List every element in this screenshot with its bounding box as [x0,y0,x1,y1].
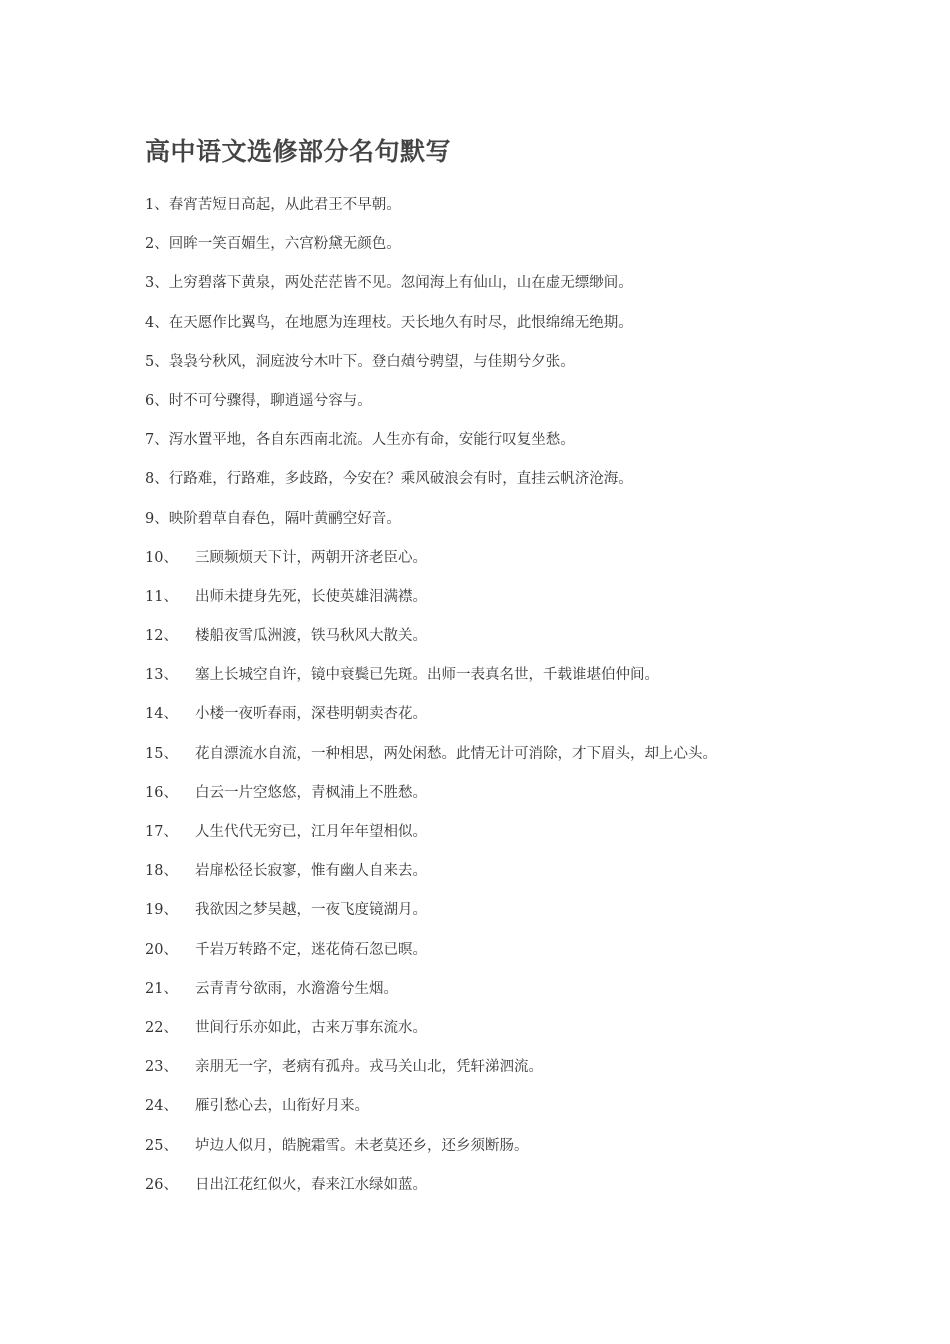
quote-line [145,388,925,427]
line-text: 行路难，行路难，多歧路，今安在？乘风破浪会有时，直挂云帆济沧海。 [168,471,633,488]
line-text: 塞上长城空自许，镜中衰鬓已先斑。出师一表真名世，千载谁堪伯仲间。 [195,667,659,684]
line-text: 泻水置平地，各自东西南北流。人生亦有命，安能行叹复坐愁。 [168,432,575,449]
line-number: 23、 [145,1059,178,1076]
line-text: 世间行乐亦如此，古来万事东流水。 [195,1019,427,1036]
line-text: 映阶碧草自春色，隔叶黄鹂空好音。 [168,510,401,527]
line-number: 5、 [145,353,169,370]
quote-line [145,270,925,309]
quote-line [145,349,925,388]
document-title: 高中语文选修部分名句默写 [145,137,452,166]
line-text: 花自漂流水自流，一种相思，两处闲愁。此情无计可消除，才下眉头，却上心头。 [195,745,717,762]
line-text: 雁引愁心去，山衔好月来。 [195,1098,369,1115]
quote-line [145,310,925,349]
line-text: 人生代代无穷已，江月年年望相似。 [195,824,427,840]
line-text: 出师未捷身先死，长使英雄泪满襟。 [195,588,427,605]
quote-line [145,545,925,584]
line-text: 岩扉松径长寂寥，惟有幽人自来去。 [195,863,427,880]
quote-line [145,780,925,819]
line-number: 22、 [145,1019,178,1036]
line-number: 1、 [145,197,169,213]
quote-line [145,1172,925,1211]
line-text: 小楼一夜听春雨，深巷明朝卖杏花。 [195,706,427,723]
line-number: 12、 [145,628,178,645]
line-text: 我欲因之梦吴越，一夜飞度镜湖月。 [195,902,427,919]
line-number: 17、 [145,824,178,840]
line-text: 三顾频烦天下计，两朝开济老臣心。 [195,549,427,566]
line-number: 7、 [145,432,169,449]
line-number: 16、 [145,784,178,801]
quote-line [145,466,925,505]
line-number: 18、 [145,863,178,880]
line-number: 3、 [145,275,169,292]
quote-line [145,819,925,858]
quote-line [145,506,925,545]
line-text: 在天愿作比翼鸟，在地愿为连理枝。天长地久有时尽，此恨绵绵无绝期。 [168,314,633,331]
line-number: 26、 [145,1176,178,1193]
line-number: 8、 [145,471,169,488]
line-text: 垆边人似月，皓腕霜雪。未老莫还乡，还乡须断肠。 [195,1137,529,1154]
line-number: 19、 [145,902,178,919]
line-number: 21、 [145,980,178,997]
quote-list [145,192,925,1211]
line-number: 10、 [145,549,178,566]
line-text: 袅袅兮秋风，洞庭波兮木叶下。登白薠兮骋望，与佳期兮夕张。 [168,353,575,370]
quote-line [145,1054,925,1093]
line-text: 千岩万转路不定，迷花倚石忽已暝。 [195,941,427,958]
quote-line [145,976,925,1015]
quote-line [145,937,925,976]
quote-line [145,1093,925,1132]
line-number: 11、 [145,588,178,605]
quote-line [145,897,925,936]
line-text: 楼船夜雪瓜洲渡，铁马秋风大散关。 [195,628,427,645]
quote-line [145,858,925,897]
quote-line [145,662,925,701]
quote-line [145,623,925,662]
line-text: 春宵苦短日高起，从此君王不早朝。 [168,197,401,213]
line-text: 云青青兮欲雨，水澹澹兮生烟。 [195,980,398,997]
quote-line [145,584,925,623]
line-text: 日出江花红似火，春来江水绿如蓝。 [195,1176,427,1193]
quote-line [145,192,925,231]
quote-line [145,427,925,466]
line-number: 25、 [145,1137,178,1154]
quote-line [145,701,925,740]
line-number: 15、 [145,745,178,762]
line-text: 白云一片空悠悠，青枫浦上不胜愁。 [195,784,427,801]
line-number: 2、 [145,236,169,253]
quote-line [145,741,925,780]
line-text: 上穷碧落下黄泉，两处茫茫皆不见。忽闻海上有仙山，山在虚无缥缈间。 [168,275,633,292]
line-number: 24、 [145,1098,178,1115]
line-number: 20、 [145,941,178,958]
line-number: 13、 [145,667,178,684]
line-number: 6、 [145,392,169,409]
line-number: 14、 [145,706,178,723]
line-text: 亲朋无一字，老病有孤舟。戎马关山北，凭轩涕泗流。 [195,1059,543,1076]
quote-line [145,1015,925,1054]
line-number: 9、 [145,510,169,527]
line-text: 时不可兮骤得，聊逍遥兮容与。 [168,392,372,409]
line-number: 4、 [145,314,169,331]
quote-line [145,1133,925,1172]
line-text: 回眸一笑百媚生，六宫粉黛无颜色。 [168,236,401,253]
quote-line [145,231,925,270]
